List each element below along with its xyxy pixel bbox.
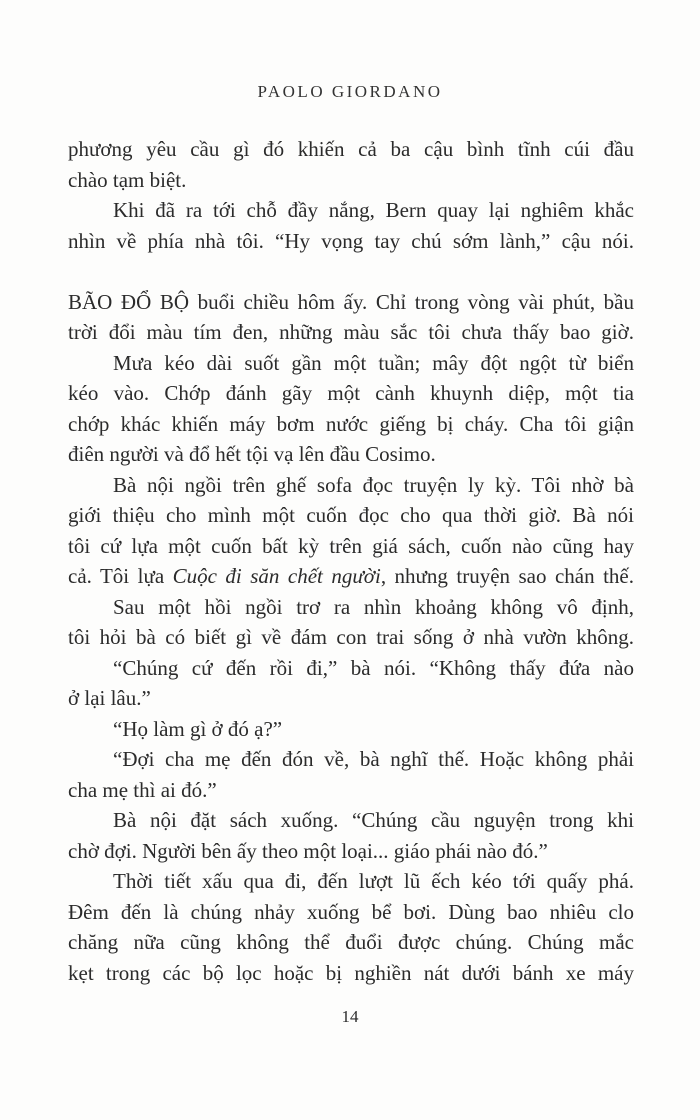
running-header [0,82,700,102]
text-segment: ở lại lâu.” [68,686,151,710]
text-line [68,409,634,440]
text-segment: Đêm đến là chúng nhảy xuống bể bơi. Dùng bao nhiêu clo [68,899,634,924]
text-segment: phương yêu cầu gì đó khiến cả ba cậu bình tĩnh cúi đầu [68,137,634,161]
text-line [68,378,634,409]
text-segment: kẹt trong các bộ lọc hoặc bị nghiền nát dưới bánh xe máy [68,960,634,985]
text-segment: , nhưng truyện sao chán thế. [380,564,634,588]
text-segment: Bà nội ngồi trên ghế sofa đọc truyện ly kỳ. Tôi nhờ bà [113,472,634,497]
book-title-italic: Cuộc đi săn chết người [172,564,381,588]
text-segment: chớp khác khiến máy bơm nước giếng bị cháy. Cha tôi giận [68,411,634,436]
text-segment: “Họ làm gì ở đó ạ?” [113,716,283,741]
author-name: PAOLO GIORDANO [257,82,443,101]
text-line [68,470,634,501]
page-footer [0,1007,700,1027]
text-segment: tôi cứ lựa một cuốn bất kỳ trên giá sách, cuốn nào cũng hay [68,533,634,558]
paragraph [68,134,634,195]
text-segment: BÃO ĐỔ BỘ buổi chiều hôm ấy. Chỉ trong vòng vài phút, bầu [68,289,634,314]
paragraph [68,287,634,348]
text-segment: nhìn về phía nhà tôi. “Hy vọng tay chú sớm lành,” cậu nói. [68,228,634,253]
paragraph [68,744,634,805]
text-segment: “Chúng cứ đến rồi đi,” bà nói. “Không thấy đứa nào [113,655,634,680]
text-line [68,866,634,897]
text-segment: chào tạm biệt. [68,167,187,192]
text-line [68,744,634,775]
text-line [68,836,634,867]
paragraph [68,653,634,714]
text-line [68,683,634,714]
text-segment: chăng nữa cũng không thể đuổi được chúng. Chúng mắc [68,930,634,954]
text-segment: trời đổi màu tím đen, những màu sắc tôi chưa thấy bao giờ. [68,320,634,344]
page-number: 14 [341,1007,359,1026]
text-line [68,958,634,989]
text-line [68,805,634,836]
text-line [68,714,634,745]
text-segment: Sau một hồi ngồi trơ ra nhìn khoảng không vô định, [113,594,634,619]
paragraph [68,195,634,256]
text-line [68,927,634,958]
text-segment: Bà nội đặt sách xuống. “Chúng cầu nguyện trong khi [113,808,634,832]
text-segment: Khi đã ra tới chỗ đầy nắng, Bern quay lại nghiêm khắc [113,198,634,222]
text-line [68,195,634,226]
text-segment: tôi hỏi bà có biết gì về đám con trai sống ở nhà vườn không. [68,625,634,649]
paragraph [68,866,634,988]
text-line [68,622,634,653]
paragraph [68,348,634,470]
text-line [68,439,634,470]
text-line [68,531,634,562]
text-segment: cha mẹ thì ai đó.” [68,777,217,802]
paragraph [68,592,634,653]
text-line [68,897,634,928]
text-line [68,287,634,318]
text-line [68,775,634,806]
text-segment: kéo vào. Chớp đánh gãy một cành khuynh diệp, một tia [68,381,634,405]
text-segment: Thời tiết xấu qua đi, đến lượt lũ ếch kéo tới quấy phá. [113,869,634,893]
text-line [68,226,634,257]
text-line [68,165,634,196]
paragraph [68,805,634,866]
page-body [68,134,634,988]
text-segment: giới thiệu cho mình một cuốn đọc cho qua thời giờ. Bà nói [68,503,634,527]
text-line [68,500,634,531]
text-line [68,653,634,684]
text-line [68,134,634,165]
paragraph [68,714,634,745]
text-segment: Mưa kéo dài suốt gần một tuần; mây đột ngột từ biển [113,350,634,375]
text-line [68,561,634,592]
text-segment: điên người và đổ hết tội vạ lên đầu Cosimo. [68,442,436,466]
text-line [68,348,634,379]
text-line [68,592,634,623]
text-segment: “Đợi cha mẹ đến đón về, bà nghĩ thế. Hoặc không phải [113,747,634,771]
text-segment: cả. Tôi lựa [68,564,173,588]
text-line [68,317,634,348]
text-segment: chờ đợi. Người bên ấy theo một loại... giáo phái nào đó.” [68,838,548,863]
paragraph [68,470,634,592]
